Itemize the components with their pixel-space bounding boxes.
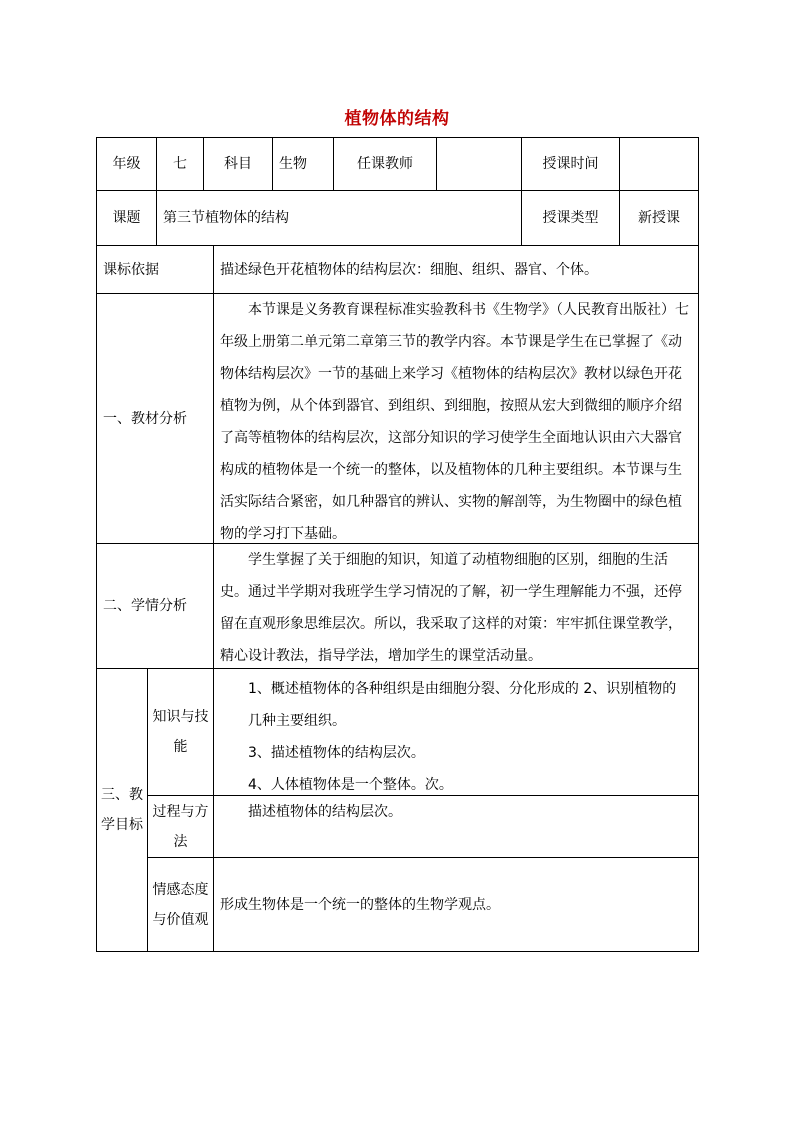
process-method-text: 描述植物体的结构层次。: [213, 795, 699, 858]
teaching-goals-label: 三、教学目标: [96, 668, 148, 952]
knowledge-line-2: 3、描述植物体的结构层次。: [248, 745, 425, 761]
subject-value: 生物: [272, 137, 334, 191]
knowledge-skills-label: 知识与技能: [147, 668, 214, 796]
page-title: 植物体的结构: [344, 109, 450, 129]
teacher-label: 任课教师: [333, 137, 437, 191]
process-method-label: 过程与方法: [147, 795, 214, 858]
standard-text: 描述绿色开花植物体的结构层次：细胞、组织、器官、个体。: [213, 245, 699, 294]
topic-label: 课题: [96, 190, 157, 246]
time-label: 授课时间: [521, 137, 620, 191]
time-value: [619, 137, 699, 191]
type-label: 授课类型: [521, 190, 620, 246]
teacher-value: [436, 137, 522, 191]
learner-analysis-text: 学生掌握了关于细胞的知识，知道了动植物细胞的区别，细胞的生活史。通过半学期对我班学生学习情况的了解，初一学生理解能力不强，还停留在直观形象思维层次。所以，我采取了这样的对策：牢牢抓住课堂教学，精心设计教法，指导学法，增加学生的课堂活动量。: [213, 543, 699, 669]
grade-label: 年级: [96, 137, 157, 191]
emotion-values-label: 情感态度与价值观: [147, 857, 214, 952]
topic-value: 第三节植物体的结构: [156, 190, 522, 246]
grade-value: 七: [156, 137, 204, 191]
knowledge-line-3: 4、人体植物体是一个整体。次。: [248, 777, 453, 793]
standard-label: 课标依据: [96, 245, 214, 294]
textbook-analysis-label: 一、教材分析: [96, 293, 214, 544]
emotion-values-text: 形成生物体是一个统一的整体的生物学观点。: [213, 857, 699, 952]
subject-label: 科目: [203, 137, 273, 191]
learner-analysis-label: 二、学情分析: [96, 543, 214, 669]
textbook-analysis-text: 本节课是义务教育课程标准实验教科书《生物学》（人民教育出版社）七年级上册第二单元第二章第三节的教学内容。本节课是学生在已掌握了《动物体结构层次》一节的基础上来学习《植物体的结构层次》教材以绿色开花植物为例，从个体到器官、到组织、到细胞，按照从宏大到微细的顺序介绍了高等植物体的结构层次，这部分知识的学习使学生全面地认识由六大器官构成的植物体是一个统一的整体，以及植物体的几种主要组织。本节课与生活实际结合紧密，如几种器官的辨认、实物的解剖等，为生物圈中的绿色植物的学习打下基础。: [213, 293, 699, 544]
knowledge-skills-content: [213, 668, 699, 796]
type-value: 新授课: [619, 190, 699, 246]
knowledge-line-1: 1、概述植物体的各种组织是由细胞分裂、分化形成的 2、识别植物的几种主要组织。: [248, 681, 677, 729]
